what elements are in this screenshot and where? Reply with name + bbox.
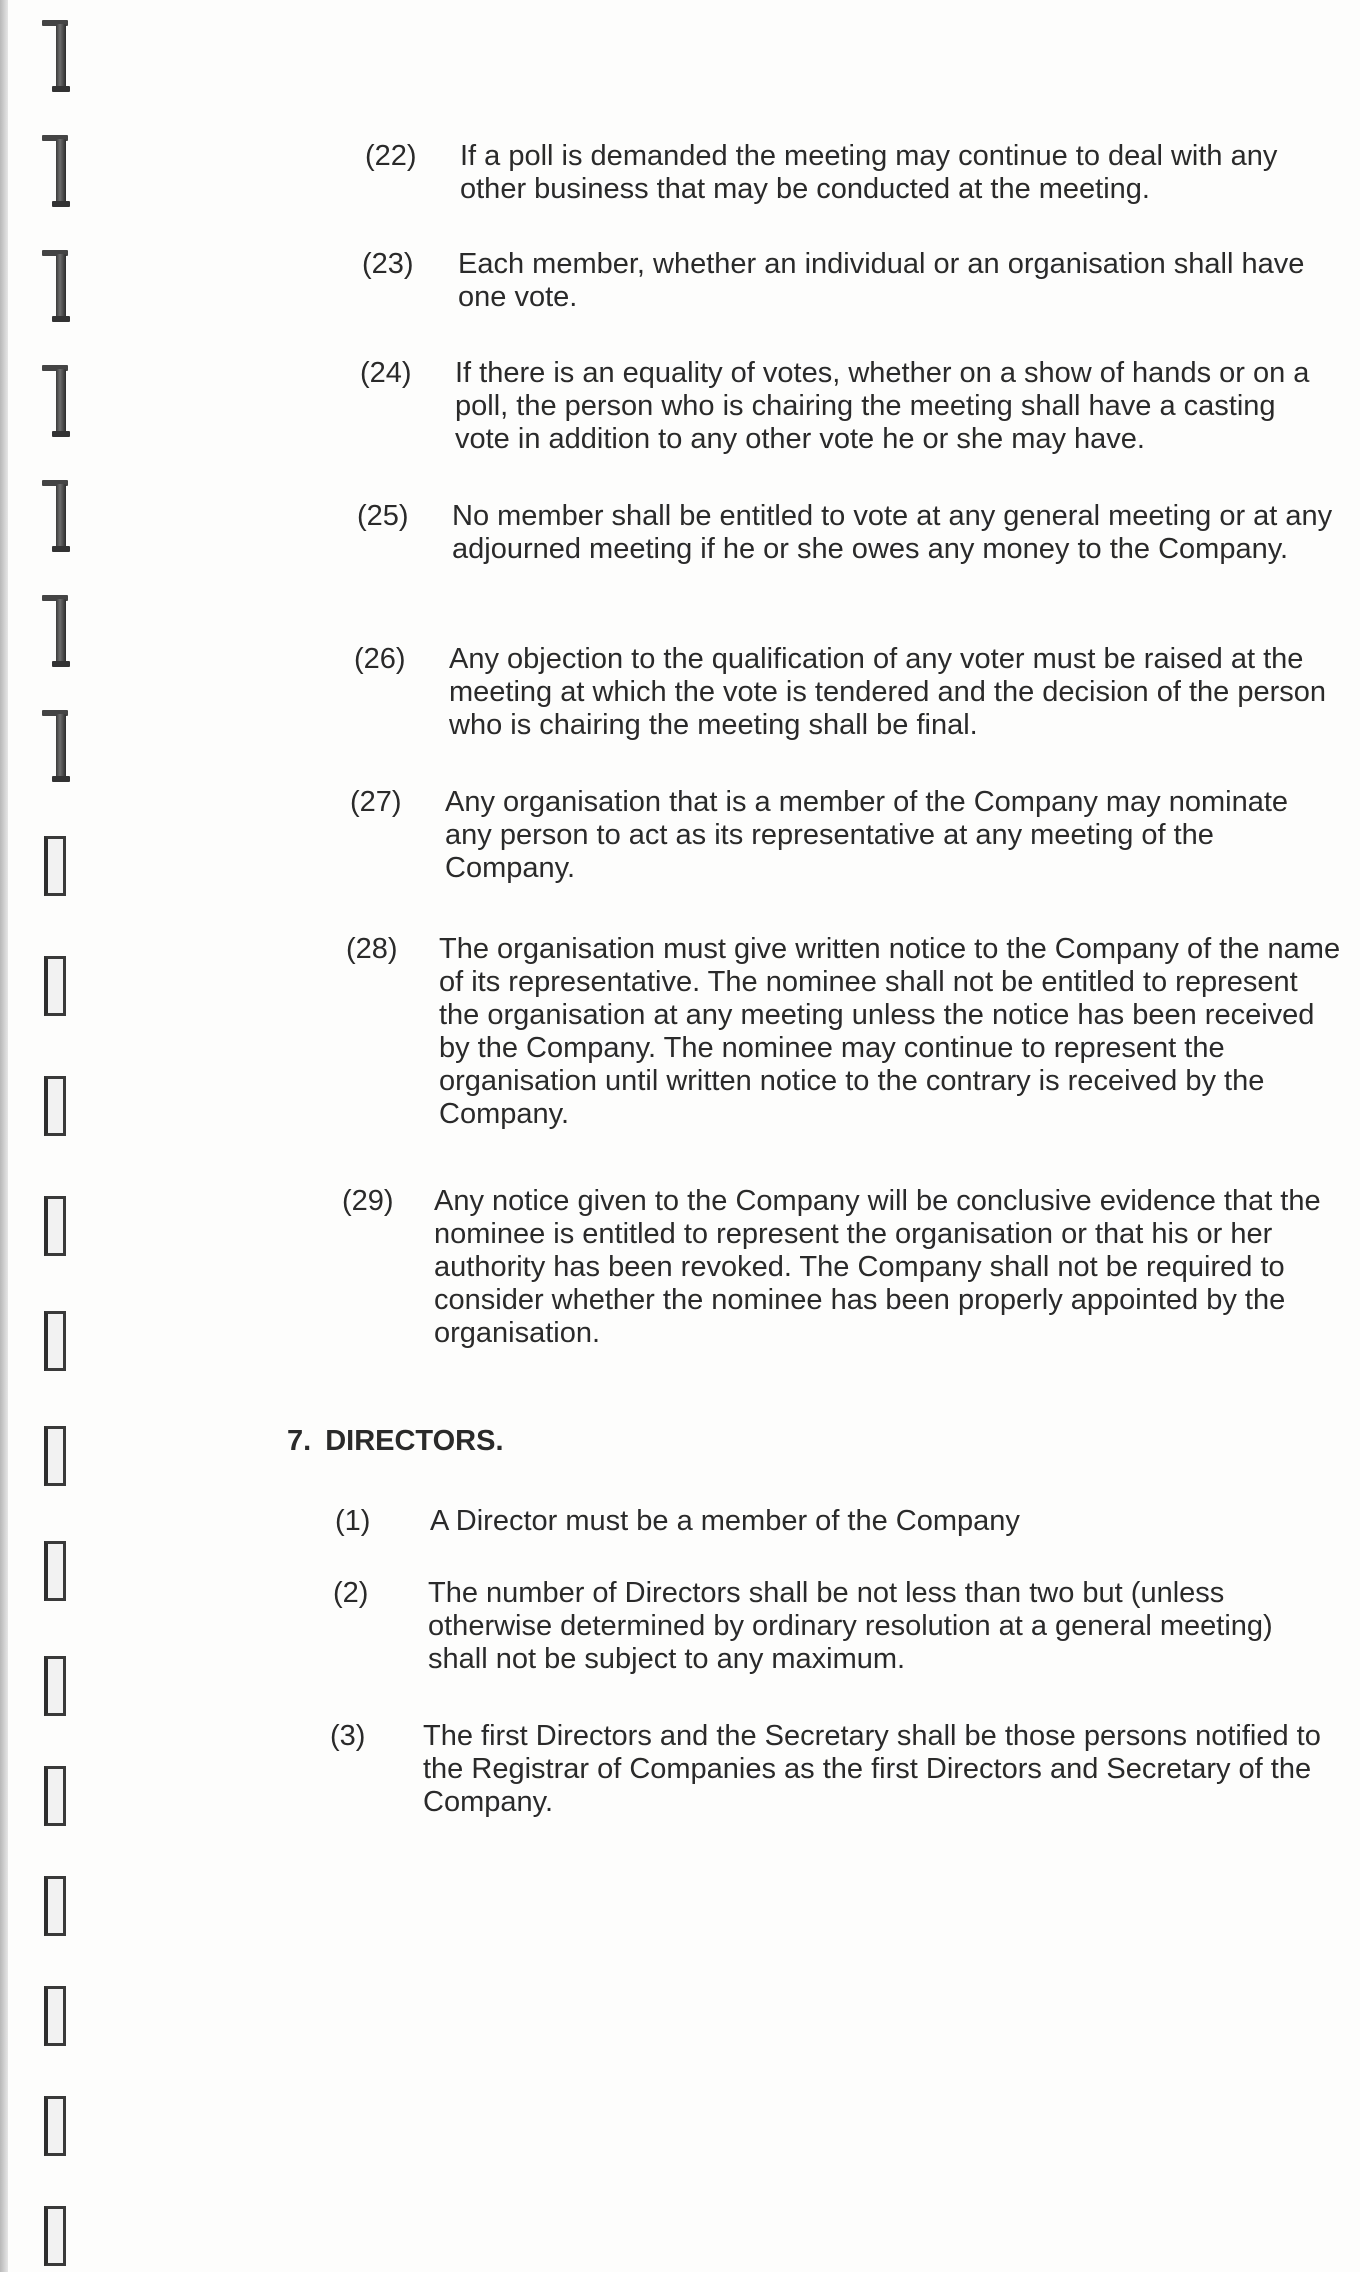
clause-number: (1): [335, 1505, 371, 1537]
clause-number: (29): [342, 1185, 394, 1217]
clause-text: Any notice given to the Company will be conclusive evidence that the nominee is entitled to represent the organisation or that his or her authority has been revoked. The Company shall not be required to consider whether the nominee has been properly appointed by the organisation.: [434, 1185, 1321, 1349]
clause-number: (27): [350, 786, 402, 818]
clause-text: The organisation must give written notice to the Company of the name of its representative. The nominee shall not be entitled to represent the organisation at any meeting unless the notice has been received by the Company. The nominee may continue to represent the organisation until written notice to the contrary is received by the Company.: [439, 933, 1341, 1130]
section-number: 7.: [287, 1425, 312, 1457]
clause-text: If a poll is demanded the meeting may continue to deal with any other business that may be conducted at the meeting.: [460, 140, 1278, 205]
clause-number: (2): [333, 1577, 369, 1609]
clause-number: (24): [360, 357, 412, 389]
clause-text: The number of Directors shall be not less than two but (unless otherwise determined by ordinary resolution at a general meeting) shall not be subject to any maximum.: [428, 1577, 1273, 1675]
clause-number: (23): [362, 248, 414, 280]
clause-text: The first Directors and the Secretary shall be those persons notified to the Registrar of Companies as the first Directors and Secretary of the Company.: [423, 1720, 1321, 1818]
clause-number: (22): [365, 140, 417, 172]
clause-text: If there is an equality of votes, whether on a show of hands or on a poll, the person who is chairing the meeting shall have a casting vote in addition to any other vote he or she may have.: [455, 357, 1310, 455]
clause-number: (3): [330, 1720, 366, 1752]
clause-text: Any objection to the qualification of any voter must be raised at the meeting at which the vote is tendered and the decision of the person who is chairing the meeting shall be final.: [449, 643, 1327, 741]
clause-text: Any organisation that is a member of the Company may nominate any person to act as its representative at any meeting of the Company.: [445, 786, 1289, 884]
clause-number: (26): [354, 643, 406, 675]
clause-text: Each member, whether an individual or an organisation shall have one vote.: [458, 248, 1305, 313]
clause-number: (25): [357, 500, 409, 532]
clause-text: A Director must be a member of the Company: [430, 1505, 1020, 1537]
section-title: DIRECTORS.: [325, 1425, 504, 1457]
section-heading: [287, 1425, 504, 1458]
clause-text: No member shall be entitled to vote at any general meeting or at any adjourned meeting if he or she owes any money to the Company.: [452, 500, 1333, 565]
clause-number: (28): [346, 933, 398, 965]
